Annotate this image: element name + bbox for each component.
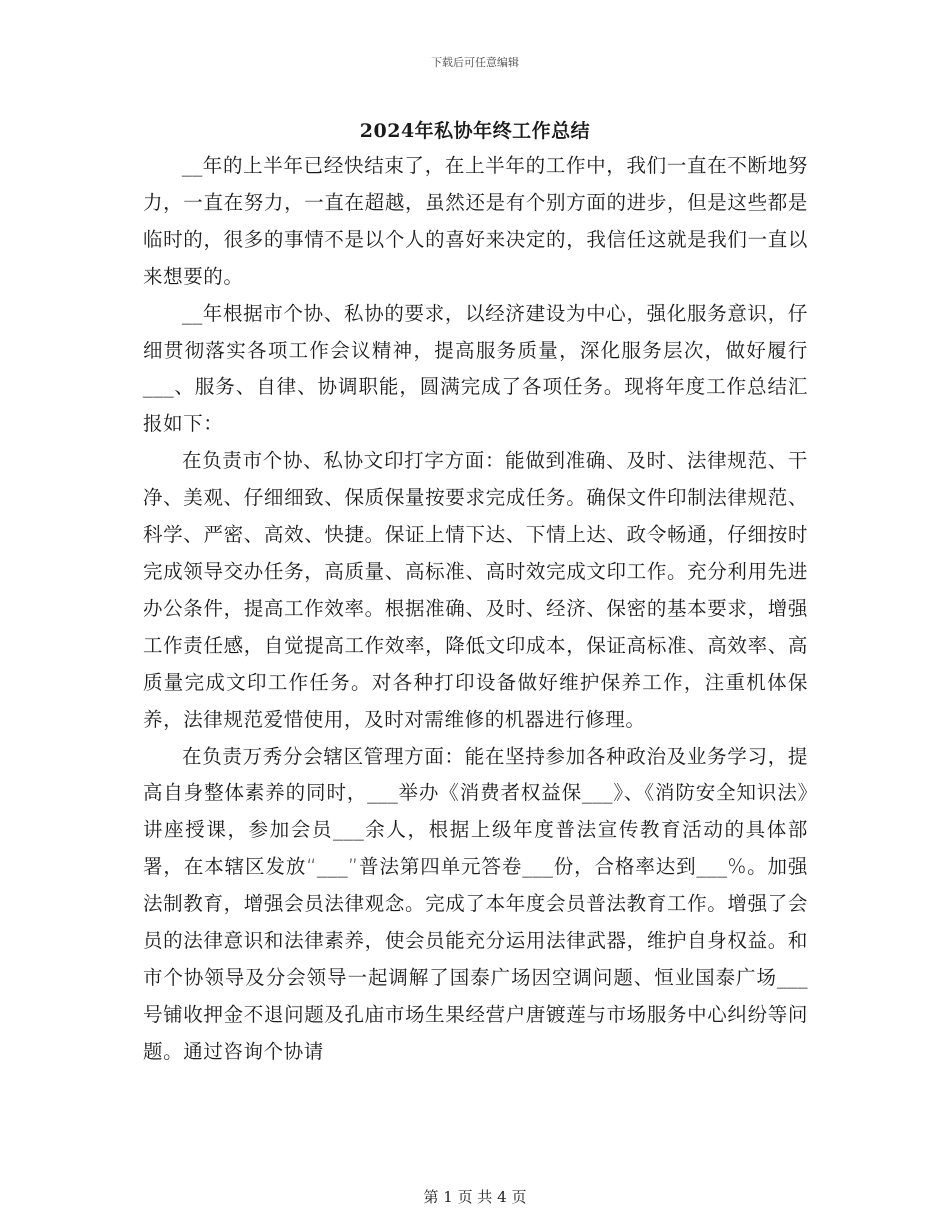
paragraph-4: 在负责万秀分会辖区管理方面：能在坚持参加各种政治及业务学习，提高自身整体素养的同时，___举办《消费者权益保___》、《消防安全知识法》讲座授课，参加会员___余人，根据上级年度普法宣传教育活动的具体部署，在本辖区发放“___”普法第四单元答卷___份，合格率达到___%。加强法制教育，增强会员法律观念。完成了本年度会员普法教育工作。增强了会员的法律意识和法律素养，使会员能充分运用法律武器，维护自身权益。和市个协领导及分会领导一起调解了国泰广场因空调问题、恒业国泰广场___号铺收押金不退问题及孔庙市场生果经营户唐镀莲与市场服务中心纠纷等问题。通过咨询个协请 [143, 744, 808, 1063]
paragraph-3: 在负责市个协、私协文印打字方面：能做到准确、及时、法律规范、干净、美观、仔细细致、保质保量按要求完成任务。确保文件印制法律规范、科学、严密、高效、快捷。保证上情下达、下情上达、政令畅通，仔细按时完成领导交办任务，高质量、高标准、高时效完成文印工作。充分利用先进办公条件，提高工作效率。根据准确、及时、经济、保密的基本要求，增强工作责任感，自觉提高工作效率，降低文印成本，保证高标准、高效率、高质量完成文印工作任务。对各种打印设备做好维护保养工作，注重机体保养，法律规范爱惜使用，及时对需维修的机器进行修理。 [143, 449, 808, 731]
paragraph-2: __年根据市个协、私协的要求，以经济建设为中心，强化服务意识，仔细贯彻落实各项工作会议精神，提高服务质量，深化服务层次，做好履行___、服务、自律、协调职能，圆满完成了各项任务。现将年度工作总结汇报如下： [143, 301, 808, 436]
page-number-footer: 第 1 页 共 4 页 [423, 1188, 527, 1206]
page-header-note: 下载后可任意编辑 [431, 56, 519, 69]
paragraph-1: __年的上半年已经快结束了，在上半年的工作中，我们一直在不断地努力，一直在努力，一直在超越，虽然还是有个别方面的进步，但是这些都是临时的，很多的事情不是以个人的喜好来决定的，我信任这就是我们一直以来想要的。 [143, 154, 808, 288]
document-title: 2024年私协年终工作总结 [359, 120, 591, 142]
document-body [143, 148, 808, 1071]
